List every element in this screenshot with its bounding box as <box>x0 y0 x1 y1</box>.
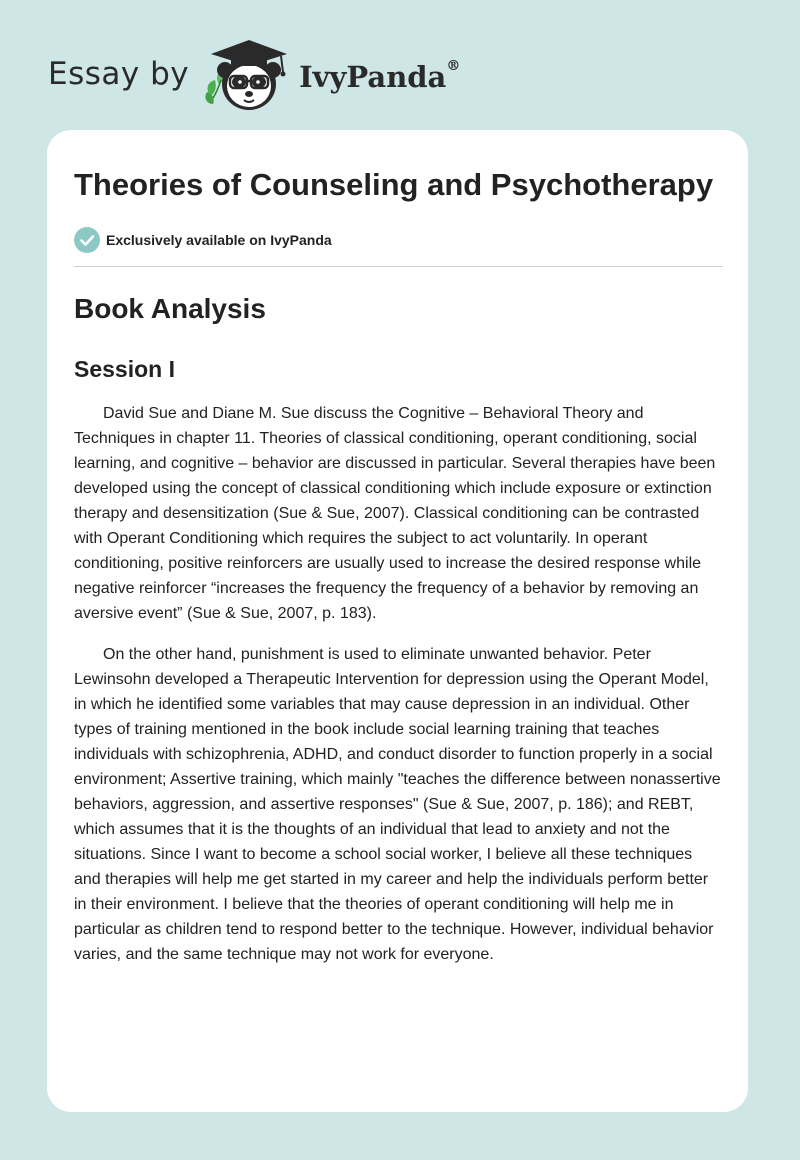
title-divider <box>74 266 723 267</box>
essay-content <box>74 164 723 967</box>
site-header <box>48 34 460 114</box>
exclusive-badge <box>74 226 723 254</box>
paragraph-1: David Sue and Diane M. Sue discuss the Cognitive – Behavioral Theory and Techniques in chapter 11. Theories of classical conditioning, operant conditioning, social learning, and cognitive – behavior are discussed in particular. Several therapies have been developed using the concept of classical conditioning which include exposure or extinction therapy and desensitization (Sue & Sue, 2007). Classical conditioning can be contrasted with Operant Conditioning which requires the subject to act voluntarily. In operant conditioning, positive reinforcers are usually used to increase the desired response while negative reinforcer “increases the frequency the frequency of a behavior by removing an aversive event” (Sue & Sue, 2007, p. 183). <box>74 405 716 622</box>
essay-by-label: Essay by <box>48 56 190 92</box>
check-circle-icon <box>74 227 100 253</box>
subsection-heading: Session I <box>74 356 175 382</box>
registered-mark: ® <box>446 58 461 75</box>
essay-card <box>47 130 748 1112</box>
brand-name: IvyPanda® <box>299 58 461 94</box>
section-heading: Book Analysis <box>74 293 266 324</box>
page-title: Theories of Counseling and Psychotherapy <box>74 167 714 202</box>
paragraph-2: On the other hand, punishment is used to eliminate unwanted behavior. Peter Lewinsohn developed a Therapeutic Intervention for depression using the Operant Model, in which he identified some variables that may cause depression in an individual. Other types of training mentioned in the book include social learning training that teaches individuals with schizophrenia, ADHD, and conduct disorder to function properly in a social environment; Assertive training, which mainly "teaches the difference between nonassertive behaviors, aggression, and assertive responses" (Sue & Sue, 2007, p. 186); and REBT, which assumes that it is the thoughts of an individual that lead to anxiety and not the situations. Since I want to become a school social worker, I believe all these techniques and therapies will help me get started in my career and help the individuals perform better in their environment. I believe that the theories of operant conditioning will help me in particular as children tend to respond better to the technique. However, individual behavior varies, and the same technique may not work for everyone. <box>74 646 721 963</box>
panda-graduate-logo-icon <box>203 34 295 114</box>
badge-label: Exclusively available on IvyPanda <box>106 232 332 248</box>
